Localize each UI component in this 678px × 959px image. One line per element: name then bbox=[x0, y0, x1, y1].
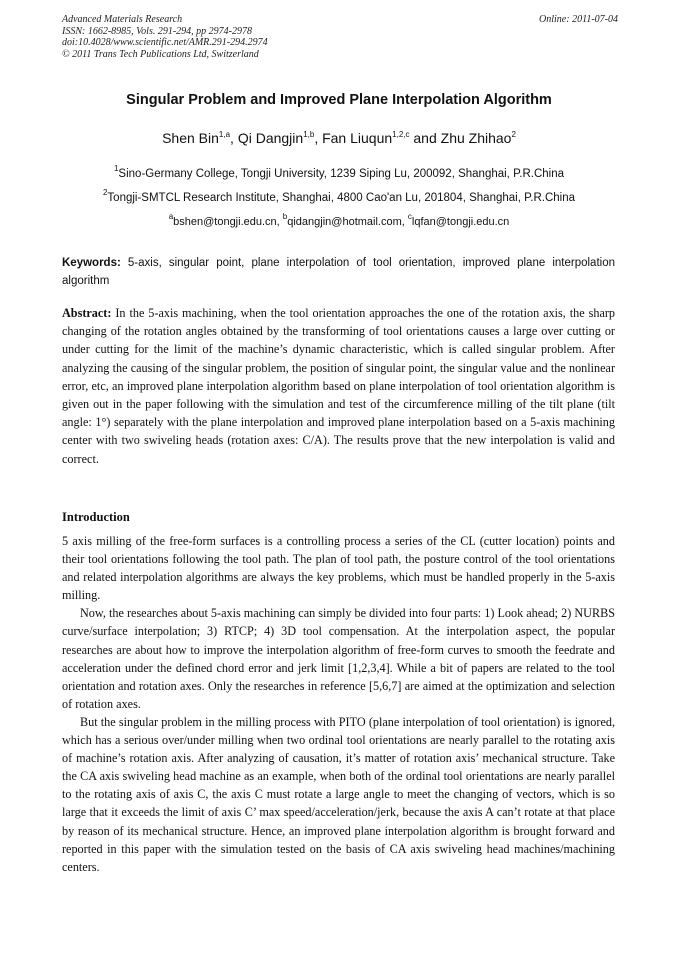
journal-doi: doi:10.4028/www.scientific.net/AMR.291-294.2974 bbox=[62, 37, 268, 48]
author-name: Zhu Zhihao bbox=[440, 130, 512, 146]
abstract-label: Abstract: bbox=[62, 306, 112, 320]
email-separator: , bbox=[401, 216, 408, 228]
affiliation-text: Sino-Germany College, Tongji University, 1239 Siping Lu, 200092, Shanghai, P.R.China bbox=[118, 168, 565, 180]
affiliation-superscript: 2 bbox=[102, 188, 108, 197]
introduction-body bbox=[62, 532, 615, 876]
email-address: qidangjin@hotmail.com bbox=[287, 216, 402, 228]
journal-name: Advanced Materials Research bbox=[62, 14, 183, 25]
email-superscript: c bbox=[407, 212, 412, 221]
online-date: Online: 2011-07-04 bbox=[539, 14, 618, 25]
paragraph-1: 5 axis milling of the free-form surfaces is a controlling process a series of the CL (cutter location) points and their tool orientations following the tool path. The plan of tool path, the posture control of the tool orientations and related interpolation algorithms are always the key problems, which must be handled properly in the 5-axis milling. bbox=[62, 534, 615, 603]
journal-copyright: © 2011 Trans Tech Publications Ltd, Switzerland bbox=[62, 48, 259, 60]
author-superscript: 1,b bbox=[303, 130, 315, 139]
affiliation-superscript: 1 bbox=[113, 164, 119, 173]
email-address: bshen@tongji.edu.cn bbox=[173, 216, 277, 228]
author-superscript: 1,a bbox=[218, 130, 231, 139]
section-heading-introduction: Introduction bbox=[62, 510, 130, 524]
paper-title: Singular Problem and Improved Plane Interpolation Algorithm bbox=[126, 92, 552, 108]
affiliation-1 bbox=[0, 164, 678, 180]
abstract bbox=[62, 304, 615, 468]
author-name: Shen Bin bbox=[162, 130, 219, 146]
paragraph-3: But the singular problem in the milling process with PITO (plane interpolation of tool orientation) is ignored, which has a serious over/under milling when two ordinal tool orientations are nearly parallel to the rotating axis of machine’s rotation axis. After analyzing of causation, it’s matter of rotation axis’ mechanical structure. Take the CA axis swiveling head machine as an example, when both of the ordinal tool orientations are nearly parallel to the rotating axis of axis C, the axis C must rotate a large angle to meet the changing of vectors, which is so large that it exceeds the limit of axis C’ max speed/acceleration/jerk, because the axis A can’t rotate at that place by reason of its mechanical structure. Hence, an improved plane interpolation algorithm is brought forward and reported in this paper with the simulation tested on the basis of CA axis swiveling head machines/machining centers. bbox=[62, 714, 615, 874]
abstract-text: In the 5-axis machining, when the tool orientation approaches the one of the rotation axis, the sharp changing of the rotation angles obtained by the transforming of tool orientations causes a large over cutting or under cutting for the limit of the machine’s dynamic characteristic, which is called singular problem. After analyzing the causing of the singular problem, the position of singular point, the singular value and the nonlinear error, etc, an improved plane interpolation algorithm based on plane interpolation of tool orientation algorithm is given out in the paper following with the simulation and test of the circumference milling of the tilt plane (tilt angle: 1°) separately with the plane interpolation and improved plane interpolation based on a 5-axis machining center with two swiveling heads (rotation axes: C/A). The results prove that the new interpolation is valid and correct. bbox=[62, 306, 616, 466]
author-superscript: 1,2,c bbox=[392, 130, 410, 139]
email-superscript: b bbox=[282, 212, 288, 221]
affiliation-2 bbox=[0, 188, 678, 204]
email-address: lqfan@tongji.edu.cn bbox=[411, 216, 510, 228]
email-separator: , bbox=[276, 216, 283, 228]
email-superscript: a bbox=[168, 212, 174, 221]
author-separator: , bbox=[314, 130, 323, 146]
author-separator: , bbox=[230, 130, 238, 146]
paragraph-2: Now, the researches about 5-axis machining can simply be divided into four parts: 1) Look ahead; 2) NURBS curve/surface interpolation; 3) RTCP; 4) 3D tool compensation. At the interpolation aspect, the popular researches are about how to improve the interpolation algorithm of free-form curves to smooth the feedrate and acceleration under the defined chord error and jerk limit [1,2,3,4]. While a bit of papers are related to the tool orientation and rotation axes. Only the researches in reference [5,6,7] are aimed at the optimization and selection of rotation axes. bbox=[62, 606, 615, 711]
keywords-text: 5-axis, singular point, plane interpolation of tool orientation, improved plane interpolation algorithm bbox=[62, 257, 615, 287]
author-superscript: 2 bbox=[511, 130, 516, 139]
author-name: Qi Dangjin bbox=[237, 130, 304, 146]
affiliation-text: Tongji-SMTCL Research Institute, Shanghai, 4800 Cao'an Lu, 201804, Shanghai, P.R.China bbox=[107, 192, 576, 204]
keywords-label: Keywords: bbox=[62, 257, 121, 269]
author-conjunction: and bbox=[409, 130, 441, 146]
keywords bbox=[62, 254, 615, 290]
journal-header bbox=[62, 14, 618, 60]
author-name: Fan Liuqun bbox=[322, 130, 393, 146]
author-list bbox=[0, 130, 678, 146]
journal-issn: ISSN: 1662-8985, Vols. 291-294, pp 2974-2978 bbox=[62, 25, 252, 37]
email-list bbox=[0, 212, 678, 228]
